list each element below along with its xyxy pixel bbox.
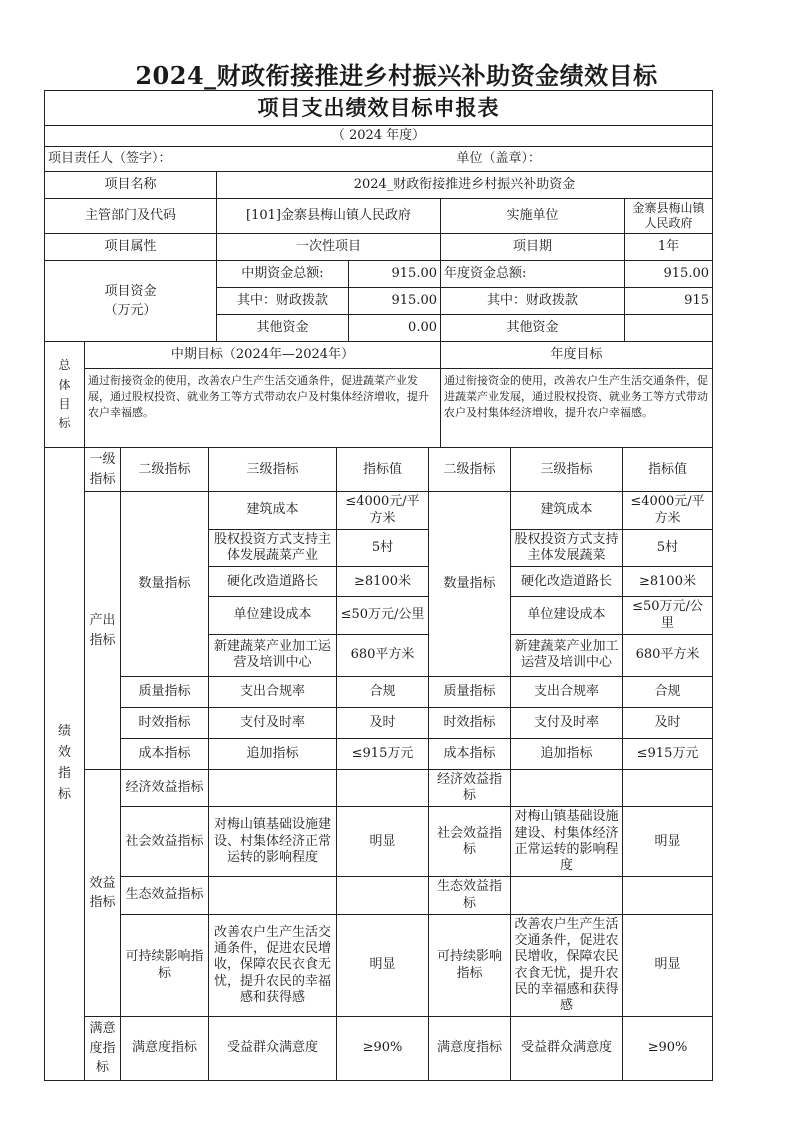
- mid-cost-label: 成本指标: [121, 738, 209, 769]
- satisfaction-indicator-label: 满意 度指 标: [85, 1017, 121, 1081]
- annual-quantity-value: ≥8100米: [623, 567, 713, 597]
- mid-quantity-value: ≤4000元/平方米: [337, 492, 429, 530]
- overall-goal-label: 总 体 目 标: [45, 342, 85, 448]
- mid-cost-value: ≤915万元: [337, 738, 429, 769]
- annual-satisfaction-l3: 受益群众满意度: [511, 1017, 623, 1081]
- annual-quantity-l3: 新建蔬菜产业加工运营及培训中心: [511, 634, 623, 676]
- mid-quality-value: 合规: [337, 676, 429, 707]
- output-indicator-label: 产出 指标: [85, 492, 121, 770]
- year-line: （ 2024 年度）: [45, 126, 713, 147]
- annual-goal-text: 通过衔接资金的使用，改善农户生产生活交通条件，促进蔬菜产业发展，通过股权投资、就业务工等方式带动农户及村集体经济增收，提升农户幸福感。: [441, 369, 713, 448]
- mid-economic-l3: [209, 769, 337, 807]
- performance-target-form: [44, 90, 712, 1081]
- mid-quantity-value: 680平方米: [337, 634, 429, 676]
- annual-economic-label: 经济效益指 标: [429, 769, 511, 807]
- annual-quantity-value: 680平方米: [623, 634, 713, 676]
- form-title: 项目支出绩效目标申报表: [45, 91, 713, 126]
- annual-economic-l3: [511, 769, 623, 807]
- annual-quality-label: 质量指标: [429, 676, 511, 707]
- annual-ecological-label: 生态效益指 标: [429, 877, 511, 915]
- annual-cost-label: 成本指标: [429, 738, 511, 769]
- project-period-value: 1年: [625, 234, 713, 261]
- mid-sustainable-value: 明显: [337, 914, 429, 1017]
- mid-quantity-l3: 硬化改造道路长: [209, 567, 337, 597]
- annual-social-value: 明显: [623, 807, 713, 877]
- mid-total-value: 915.00: [349, 261, 441, 288]
- mid-fiscal-value: 915.00: [349, 288, 441, 315]
- mid-other-label: 其他资金: [217, 315, 349, 342]
- annual-fiscal-value: 915: [625, 288, 713, 315]
- mid-total-label: 中期资金总额:: [217, 261, 349, 288]
- mid-ecological-label: 生态效益指标: [121, 877, 209, 915]
- annual-quantity-value: ≤50万元/公里: [623, 597, 713, 635]
- project-attr-value: 一次性项目: [217, 234, 441, 261]
- mid-quantity-value: 5村: [337, 529, 429, 567]
- annual-fiscal-label: 其中：财政拨款: [441, 288, 625, 315]
- mid-quality-label: 质量指标: [121, 676, 209, 707]
- mid-quantity-label: 数量指标: [121, 492, 209, 677]
- mid-sustainable-l3: 改善农户生产生活交通条件，促进农民增收，保障农民衣食无忧，提升农民的幸福感和获得感: [209, 914, 337, 1017]
- annual-economic-value: [623, 769, 713, 807]
- mid-quality-l3: 支出合规率: [209, 676, 337, 707]
- annual-cost-value: ≤915万元: [623, 738, 713, 769]
- mid-satisfaction-value: ≥90%: [337, 1017, 429, 1081]
- annual-level3-header: 三级指标: [511, 448, 623, 492]
- annual-quality-l3: 支出合规率: [511, 676, 623, 707]
- project-period-label: 项目期: [441, 234, 625, 261]
- annual-quantity-l3: 建筑成本: [511, 492, 623, 530]
- annual-ecological-value: [623, 877, 713, 915]
- mid-goal-header: 中期目标（2024年—2024年）: [85, 342, 441, 369]
- annual-quantity-l3: 股权投资方式支持主体发展蔬菜: [511, 529, 623, 567]
- annual-quantity-l3: 单位建设成本: [511, 597, 623, 635]
- annual-timeliness-label: 时效指标: [429, 707, 511, 738]
- mid-other-value: 0.00: [349, 315, 441, 342]
- annual-social-l3: 对梅山镇基础设施建设、村集体经济正常运转的影响程度: [511, 807, 623, 877]
- mid-fiscal-label: 其中：财政拨款: [217, 288, 349, 315]
- level1-header: 一级 指标: [85, 448, 121, 492]
- annual-ecological-l3: [511, 877, 623, 915]
- mid-ecological-l3: [209, 877, 337, 915]
- annual-quantity-value: ≤4000元/平方米: [623, 492, 713, 530]
- indicator-table: [44, 447, 713, 1081]
- form-table: [44, 90, 713, 448]
- mid-quantity-l3: 新建蔬菜产业加工运营及培训中心: [209, 634, 337, 676]
- mid-cost-l3: 追加指标: [209, 738, 337, 769]
- mid-timeliness-l3: 支付及时率: [209, 707, 337, 738]
- annual-satisfaction-label: 满意度指标: [429, 1017, 511, 1081]
- annual-sustainable-label: 可持续影响 指标: [429, 914, 511, 1017]
- mid-timeliness-label: 时效指标: [121, 707, 209, 738]
- dept-label: 主管部门及代码: [45, 199, 217, 234]
- impl-unit-value: 金寨县梅山镇人民政府: [625, 199, 713, 234]
- mid-quantity-l3: 建筑成本: [209, 492, 337, 530]
- document-title: 2024_财政衔接推进乡村振兴补助资金绩效目标: [135, 61, 658, 90]
- mid-level2-header: 二级指标: [121, 448, 209, 492]
- mid-quantity-value: ≥8100米: [337, 567, 429, 597]
- mid-quantity-l3: 单位建设成本: [209, 597, 337, 635]
- annual-sustainable-l3: 改善农户生产生活交通条件，促进农民增收，保障农民衣食无忧，提升农民的幸福感和获得感: [511, 914, 623, 1017]
- mid-economic-label: 经济效益指标: [121, 769, 209, 807]
- effect-indicator-label: 效益 指标: [85, 769, 121, 1017]
- annual-social-label: 社会效益指 标: [429, 807, 511, 877]
- mid-quantity-l3: 股权投资方式支持主体发展蔬菜产业: [209, 529, 337, 567]
- mid-goal-text: 通过衔接资金的使用，改善农户生产生活交通条件，促进蔬菜产业发展，通过股权投资、就业务工等方式带动农户及村集体经济增收，提升农户幸福感。: [85, 369, 441, 448]
- mid-value-header: 指标值: [337, 448, 429, 492]
- performance-indicator-label: 绩 效 指 标: [45, 448, 85, 1081]
- mid-satisfaction-l3: 受益群众满意度: [209, 1017, 337, 1081]
- annual-quantity-label: 数量指标: [429, 492, 511, 677]
- unit-seal-label: 单位（盖章）：: [441, 147, 713, 172]
- mid-economic-value: [337, 769, 429, 807]
- dept-value: [101]金寨县梅山镇人民政府: [217, 199, 441, 234]
- impl-unit-label: 实施单位: [441, 199, 625, 234]
- responsible-person-label: 项目责任人（签字）：: [45, 147, 441, 172]
- annual-level2-header: 二级指标: [429, 448, 511, 492]
- annual-quality-value: 合规: [623, 676, 713, 707]
- annual-other-label: 其他资金: [441, 315, 625, 342]
- annual-quantity-value: 5村: [623, 529, 713, 567]
- annual-total-value: 915.00: [625, 261, 713, 288]
- annual-timeliness-value: 及时: [623, 707, 713, 738]
- mid-social-value: 明显: [337, 807, 429, 877]
- annual-value-header: 指标值: [623, 448, 713, 492]
- annual-sustainable-value: 明显: [623, 914, 713, 1017]
- annual-total-label: 年度资金总额:: [441, 261, 625, 288]
- mid-social-l3: 对梅山镇基础设施建设、村集体经济正常运转的影响程度: [209, 807, 337, 877]
- annual-other-value: [625, 315, 713, 342]
- project-name-label: 项目名称: [45, 172, 217, 199]
- annual-quantity-l3: 硬化改造道路长: [511, 567, 623, 597]
- mid-satisfaction-label: 满意度指标: [121, 1017, 209, 1081]
- annual-cost-l3: 追加指标: [511, 738, 623, 769]
- mid-sustainable-label: 可持续影响指标: [121, 914, 209, 1017]
- mid-ecological-value: [337, 877, 429, 915]
- mid-quantity-value: ≤50万元/公里: [337, 597, 429, 635]
- mid-level3-header: 三级指标: [209, 448, 337, 492]
- mid-timeliness-value: 及时: [337, 707, 429, 738]
- annual-satisfaction-value: ≥90%: [623, 1017, 713, 1081]
- project-name-value: 2024_财政衔接推进乡村振兴补助资金: [217, 172, 713, 199]
- mid-social-label: 社会效益指标: [121, 807, 209, 877]
- annual-timeliness-l3: 支付及时率: [511, 707, 623, 738]
- project-attr-label: 项目属性: [45, 234, 217, 261]
- annual-goal-header: 年度目标: [441, 342, 713, 369]
- fund-label: 项目资金 （万元）: [45, 261, 217, 342]
